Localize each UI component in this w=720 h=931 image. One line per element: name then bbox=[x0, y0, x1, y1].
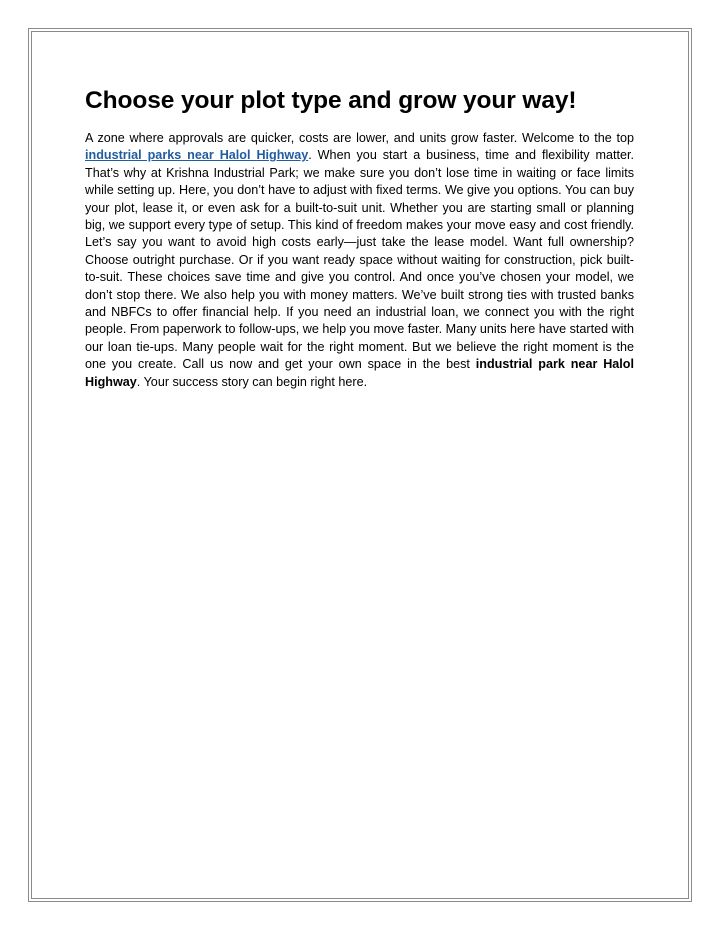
page-title: Choose your plot type and grow your way! bbox=[85, 87, 577, 114]
body-paragraph bbox=[85, 130, 634, 391]
bold-keyword: industrial park near Halol Highway bbox=[85, 357, 634, 389]
paragraph-text-3: . Your success story can begin right here. bbox=[136, 374, 368, 389]
industrial-parks-link[interactable]: industrial parks near Halol Highway bbox=[85, 148, 309, 163]
paragraph-text-1: A zone where approvals are quicker, costs are lower, and units grow faster. Welcome to the top bbox=[85, 131, 634, 145]
document-content bbox=[85, 84, 634, 391]
paragraph-text-2: . When you start a business, time and flexibility matter. That’s why at Krishna Industrial Park; we make sure you don’t lose time in waiting or face limits while setting up. Here, you don’t have to adjust with fixed terms. We give you options. You can buy your plot, lease it, or even ask for a built-to-suit unit. Whether you are starting small or planning big, we support every type of setup. This kind of freedom makes your move easy and cost friendly. Let’s say you want to avoid high costs early—just take the lease model. Want full ownership? Choose outright purchase. Or if you want ready space without waiting for construction, pick built-to-suit. These choices save time and give you control. And once you’ve chosen your model, we don’t stop there. We also help you with money matters. We’ve built strong ties with trusted banks and NBFCs to offer financial help. If you need an industrial loan, we connect you with the right people. From paperwork to follow-ups, we help you move faster. Many units here have started with our loan tie-ups. Many people wait for the right moment. But we believe the right moment is the one you create. Call us now and get your own space in the best bbox=[85, 148, 634, 372]
